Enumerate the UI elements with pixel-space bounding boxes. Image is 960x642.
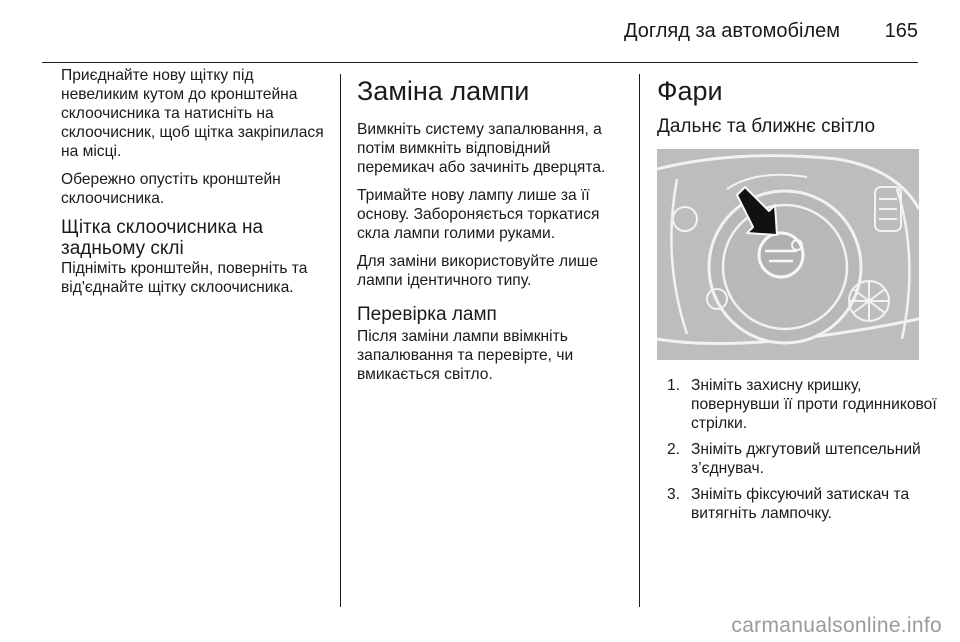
list-item	[657, 485, 937, 523]
paragraph: Обережно опустіть кронштейн склоочисника.	[61, 171, 281, 207]
section-title: Догляд за автомобілем	[623, 20, 840, 42]
column-2	[357, 66, 627, 393]
headlamp-illustration	[657, 149, 919, 360]
column-divider-1	[340, 74, 341, 607]
rear-wiper-heading: Щітка склоочисника на задньому склі	[61, 217, 264, 259]
column-1	[61, 66, 331, 306]
column-3	[657, 66, 937, 530]
step-number: 1.	[667, 377, 681, 394]
paragraph: Тримайте нову лампу лише за її основу. Забороняється торкатися скла лампи голими руками.	[357, 187, 600, 242]
headlights-heading: Фари	[657, 76, 723, 106]
bulb-replacement-heading: Заміна лампи	[357, 76, 530, 106]
page-number: 165	[884, 20, 918, 42]
paragraph: Приєднайте нову щітку під невеликим кутом до кронштейна склоочисника та натисніть на склоочисник, щоб щітка закріпилася на місці.	[61, 67, 324, 160]
paragraph: Після заміни лампи ввімкніть запалювання та перевірте, чи вмикається світло.	[357, 328, 574, 383]
list-item	[657, 376, 937, 433]
step-number: 2.	[667, 441, 681, 458]
step-text: Зніміть захисну кришку, повернувши її проти годинникової стрілки.	[691, 377, 937, 432]
column-divider-2	[639, 74, 640, 607]
step-text: Зніміть фіксуючий затискач та витягніть лампочку.	[691, 486, 910, 522]
bulb-check-heading: Перевірка ламп	[357, 304, 497, 325]
step-text: Зніміть джгутовий штепсельний з’єднувач.	[691, 441, 921, 477]
paragraph: Для заміни використовуйте лише лампи ідентичного типу.	[357, 253, 598, 289]
steps-list	[657, 376, 937, 523]
page-header	[42, 0, 918, 63]
step-number: 3.	[667, 486, 681, 503]
watermark: carmanualsonline.info	[731, 614, 942, 637]
list-item	[657, 440, 937, 478]
headlamp-drawing	[657, 149, 919, 360]
paragraph: Підніміть кронштейн, поверніть та від'єднайте щітку склоочисника.	[61, 260, 308, 296]
high-low-beam-heading: Дальнє та ближнє світло	[657, 116, 876, 137]
paragraph: Вимкніть систему запалювання, а потім вимкніть відповідний перемикач або зачиніть дверцята.	[357, 121, 606, 176]
